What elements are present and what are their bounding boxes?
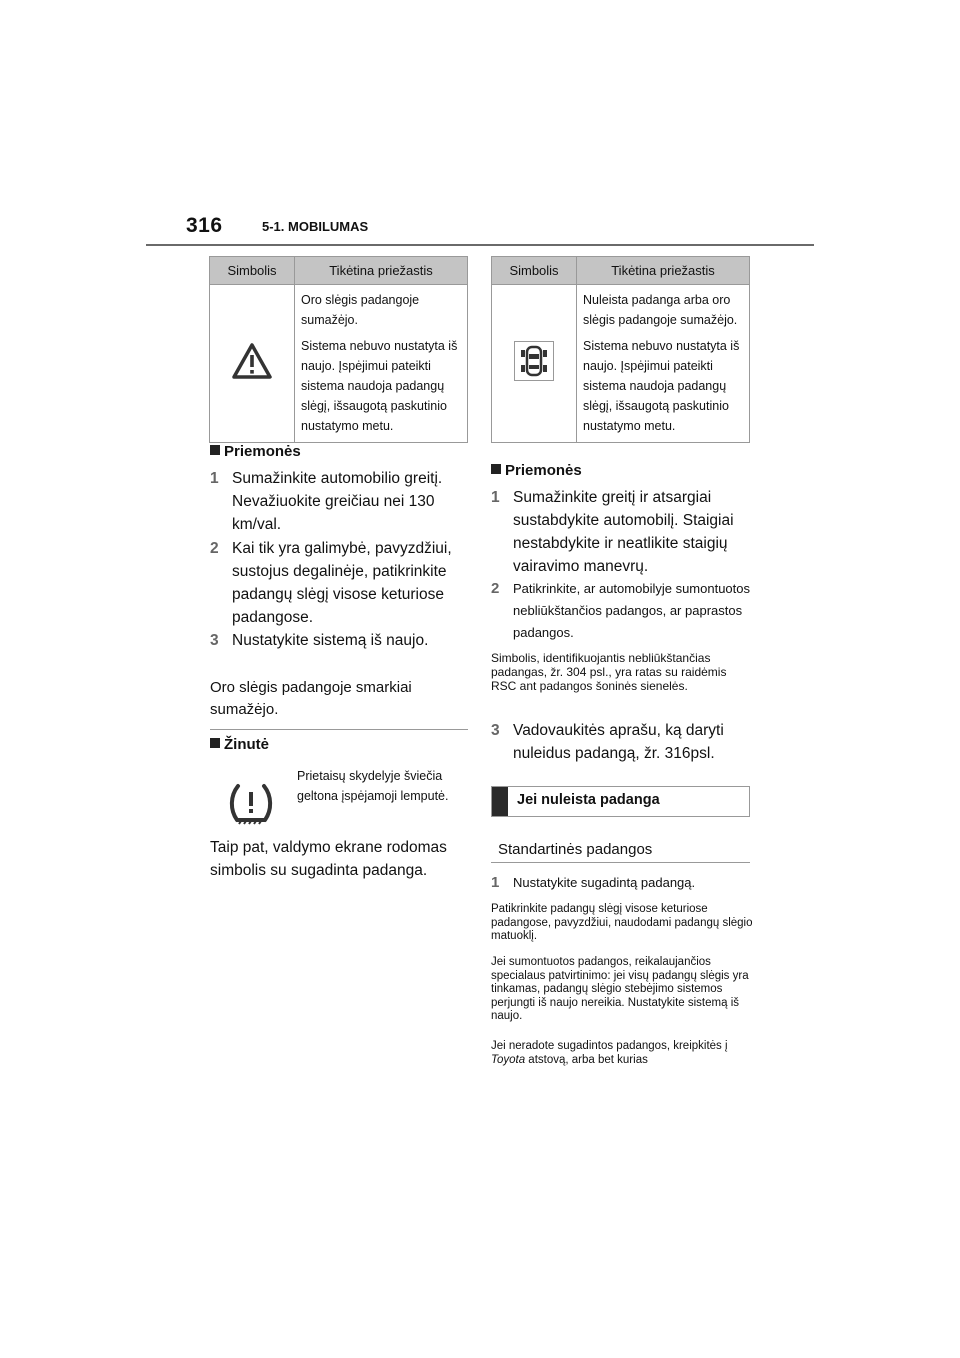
left-symbol-table [209,256,468,443]
section-title: 5-1. MOBILUMAS [262,219,369,234]
note-paragraph: Jei neradote sugadintos padangos, kreipkitės į Toyota atstovą, arba bet kurias [491,1040,728,1066]
step-1: 1 Sumažinkite greitį ir atsargiai sustabdykite automobilį. Staigiai nestabdykite ir neatlikite staigių vairavimo manevrų. [491,489,734,575]
square-bullet-icon [210,445,220,455]
step-3: 3 Nustatykite sistemą iš naujo. [210,632,429,649]
callout-box: Oro slėgis padangoje smarkiai sumažėjo. [210,675,468,730]
callout-box: Standartinės padangos [491,839,750,863]
step-1: 1 Sumažinkite automobilio greitį. Nevažiuokite greičiau nei 130 km/val. [210,470,443,533]
col-cause-header: Tikėtina priežastis [577,257,750,285]
cause-text: Sistema nebuvo nustatyta iš naujo. Įspėjimui pateikti sistema naudoja padangų slėgį, išsaugotą paskutinio nustatymo metu. [583,339,740,433]
square-bullet-icon [491,464,501,474]
brand-name: Toyota [491,1053,526,1066]
col-cause-header: Tikėtina priežastis [295,257,468,285]
square-bullet-icon [210,738,220,748]
symbol-cell [492,285,577,443]
flat-tire-heading-box [491,786,750,817]
page-number: 316 [186,214,223,237]
cause-text: Sistema nebuvo nustatyta iš naujo. Įspėjimui pateikti sistema naudoja padangų slėgį, išsaugotą paskutinio nustatymo metu. [301,339,458,433]
header-rule [146,244,814,246]
cause-text: Oro slėgis padangoje sumažėjo. [301,293,420,327]
step-1: 1 Nustatykite sugadintą padangą. [491,874,696,891]
symbol-cell [210,285,295,443]
right-symbol-table [491,256,750,443]
car-tires-icon [514,341,554,387]
tire-pressure-warning-icon [229,782,273,831]
cause-cell [577,285,750,443]
cause-text: Nuleista padanga arba oro slėgis padangoje sumažėjo. [583,293,738,327]
rsc-note: Simbolis, identifikuojantis nebliūkštančias padangas, žr. 304 psl., yra ratas su raidėmis RSC ant padangos šoninės sienelės. [491,651,727,693]
cause-cell [295,285,468,443]
remedies-heading: Priemonės [210,443,301,460]
note-paragraph: Patikrinkite padangų slėgį visose keturiose padangose, pavyzdžiui, naudodami padangų slėgio matuoklį. [491,903,753,942]
message-text: Prietaisų skydelyje šviečia geltona įspėjamoji lemputė. [297,769,449,803]
col-symbol-header: Simbolis [492,257,577,285]
remedies-heading: Priemonės [491,462,582,479]
step-2: 2 Kai tik yra galimybė, pavyzdžiui, sustojus degalinėje, patikrinkite padangų slėgį visose keturiose padangose. [210,540,452,626]
col-symbol-header: Simbolis [210,257,295,285]
warning-triangle-icon [232,343,272,385]
message-paragraph: Taip pat, valdymo ekrane rodomas simbolis su sugadinta padanga. [210,839,447,879]
step-3: 3 Vadovaukitės aprašu, ką daryti nuleidus padangą, žr. 316psl. [491,722,724,762]
flat-tire-heading: Jei nuleista padanga [517,792,660,808]
heading-bar [492,787,508,816]
note-paragraph: Jei sumontuotos padangos, reikalaujančios specialaus patvirtinimo: jei visų padangų slėgis yra tinkamas, padangų slėgio stebėjimo sistemos perjungti iš naujo nereikia. Nustatykite sistemą iš naujo. [491,956,749,1022]
step-2: 2 Patikrinkite, ar automobilyje sumontuotos nebliūkštančios padangos, ar paprastos padangos. [491,580,751,640]
message-heading: Žinutė [210,736,269,753]
